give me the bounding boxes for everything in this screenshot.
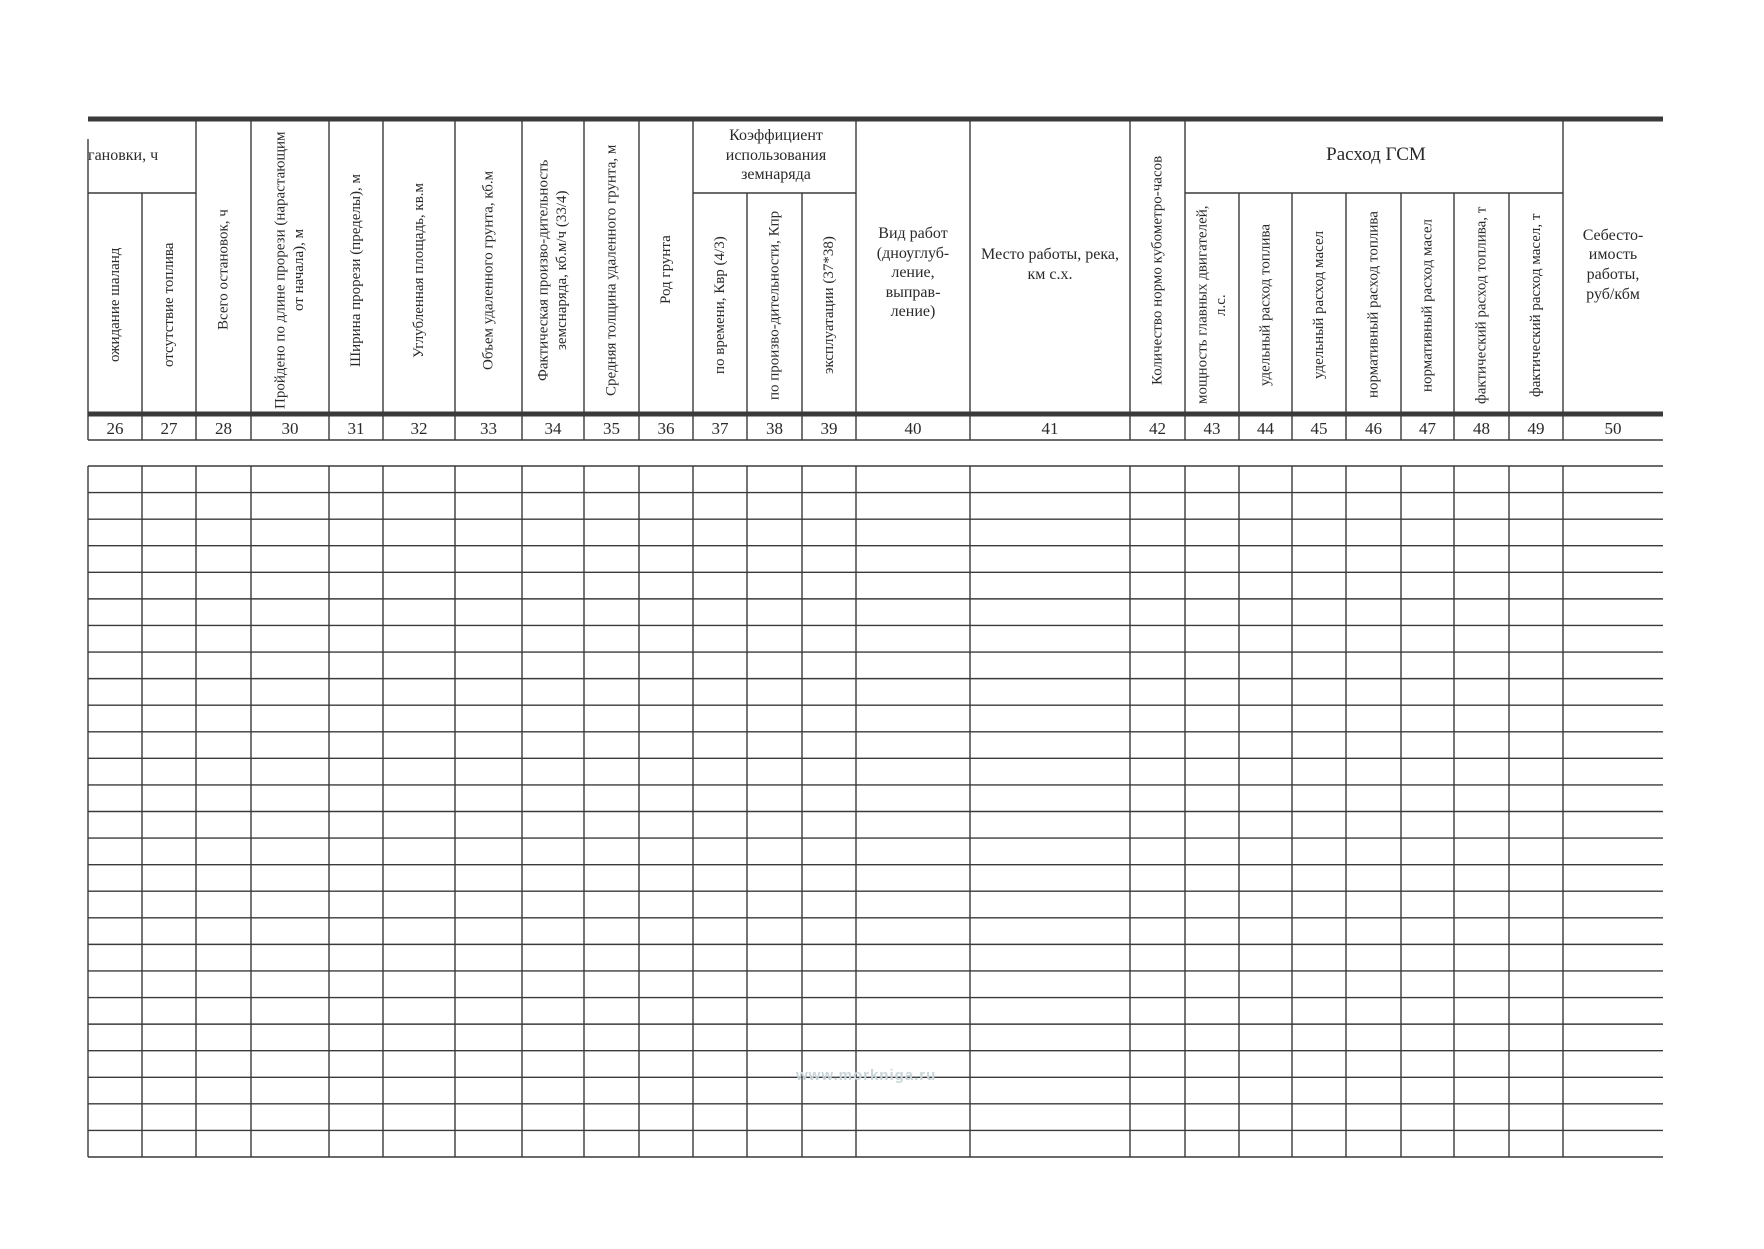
col-header-42-norm-cubic-meter-hours: Количество нормо кубометро-часов [1149, 155, 1166, 385]
col-header-37-time-coefficient: по времени, Квр (4/3) [711, 236, 728, 374]
col-header-36-soil-type: Род грунта [657, 235, 674, 305]
col-header-30-length-passed: Пройдено по длине прорези (нарастающим от начала), м [272, 131, 307, 409]
col-header-41-work-place: Место работы, река, км с.х. [981, 246, 1119, 283]
col-header-33-soil-volume: Объем удаленного грунта, кб.м [480, 170, 497, 370]
col-header-47-normative-oil-consumption: нормативный расход масел [1419, 218, 1436, 392]
group-header-fuel-lubricant-consumption: Расход ГСМ [1326, 144, 1426, 166]
col-number-44: 44 [1257, 418, 1274, 438]
col-number-39: 39 [820, 418, 838, 438]
col-number-41: 41 [1041, 418, 1059, 438]
col-header-34-actual-productivity: Фактическая произво-дительность земснаряда, кб.м/ч (33/4) [535, 159, 570, 381]
col-header-44-specific-fuel-consumption: удельный расход топлива [1257, 224, 1274, 386]
col-number-49: 49 [1527, 418, 1545, 438]
watermark: www.morkniga.ru [796, 1067, 937, 1084]
col-header-32-deepened-area: Углубленная площадь, кв.м [410, 182, 427, 358]
col-header-43-engine-power: мощность главных двигателей, л.с. [1194, 205, 1229, 405]
col-number-35: 35 [603, 418, 620, 438]
col-number-45: 45 [1310, 418, 1328, 438]
col-number-43: 43 [1203, 418, 1221, 438]
col-header-48-actual-fuel-consumption: фактический расход топлива, т [1473, 206, 1490, 404]
group-header-stops: гановки, ч [88, 147, 159, 165]
col-number-47: 47 [1419, 418, 1436, 438]
col-number-33: 33 [480, 418, 497, 438]
col-number-46: 46 [1365, 418, 1382, 438]
col-number-27: 27 [160, 418, 178, 438]
col-number-48: 48 [1473, 418, 1490, 438]
col-number-42: 42 [1149, 418, 1166, 438]
col-header-38-productivity-coefficient: по произво-дительности, Кпр [766, 210, 783, 400]
col-header-46-normative-fuel-consumption: нормативный расход топлива [1365, 211, 1382, 399]
col-number-37: 37 [711, 418, 729, 438]
col-header-40-work-type: Вид работ (дноуглуб-ление, выправ-ление) [876, 225, 950, 321]
col-header-26-waiting-barges: ожидание шаланд [106, 247, 123, 363]
col-number-36: 36 [657, 418, 675, 438]
col-number-31: 31 [347, 418, 365, 438]
col-number-34: 34 [544, 418, 562, 438]
col-header-31-cut-width: Ширина прорези (пределы), м [347, 173, 364, 367]
col-number-30: 30 [281, 418, 299, 438]
col-number-28: 28 [215, 418, 232, 438]
col-number-26: 26 [106, 418, 124, 438]
col-header-27-no-fuel: отсутствие топлива [160, 242, 177, 368]
col-header-35-average-thickness: Средняя толщина удаленного грунта, м [603, 144, 620, 396]
col-number-40: 40 [904, 418, 922, 438]
col-number-32: 32 [410, 418, 428, 438]
col-header-45-specific-oil-consumption: удельный расход масел [1310, 230, 1327, 380]
col-header-49-actual-oil-consumption: фактический расход масел, т [1527, 213, 1544, 397]
col-number-38: 38 [766, 418, 783, 438]
col-header-39-operation-coefficient: эксплуатации (37*38) [820, 236, 837, 374]
col-header-50-cost-price: Себесто-имость работы, руб/кбм [1582, 226, 1644, 303]
group-header-dredger-coefficient: Коэффициент использования земнаряда [725, 127, 827, 184]
col-header-28-total-stops: Всего остановок, ч [215, 209, 232, 331]
col-number-50: 50 [1604, 418, 1622, 438]
